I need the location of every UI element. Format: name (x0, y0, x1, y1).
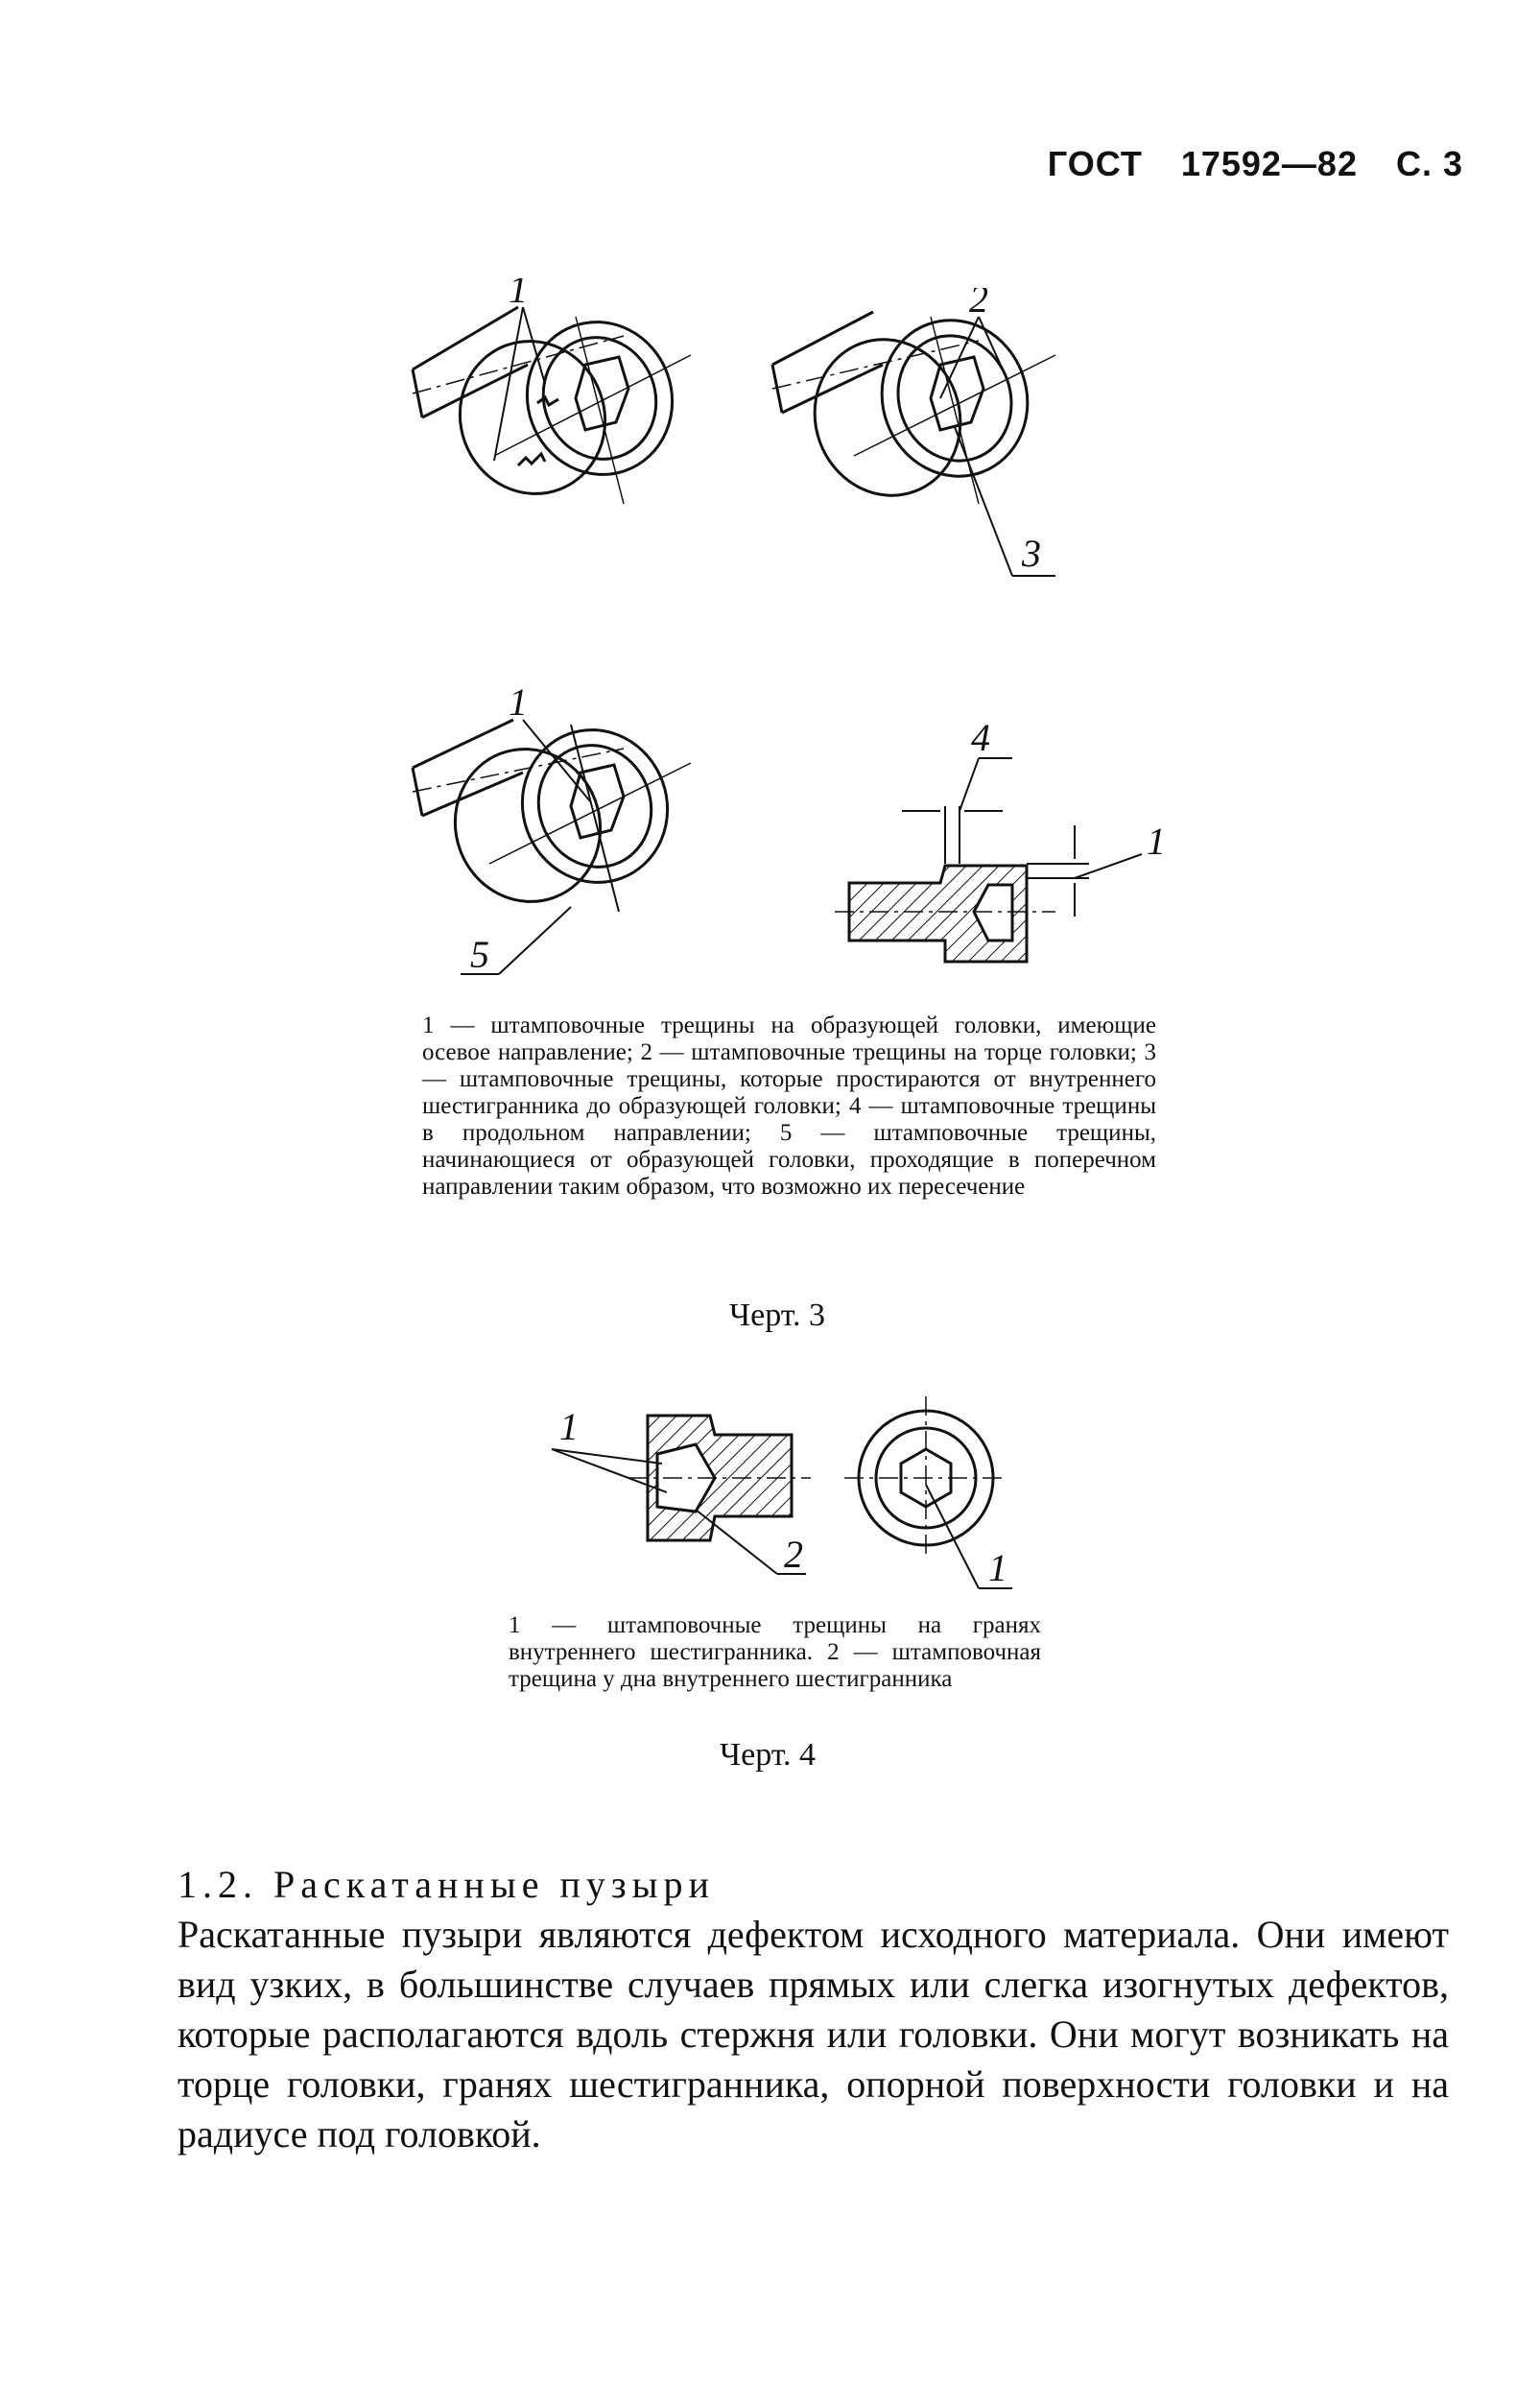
fig4-callout-1a: 1 (559, 1405, 579, 1448)
section-body (178, 1910, 1449, 2159)
fig3-callout-1b: 1 (509, 681, 528, 724)
fig3-section-view (835, 720, 1180, 1008)
figure3-caption (422, 1012, 1156, 1201)
fig3-callout-3: 3 (1022, 532, 1041, 575)
section-title: 1.2. Раскатанные пузыри (178, 1863, 715, 1906)
fig4-drawing (533, 1396, 1070, 1608)
fig3-view-a (403, 278, 720, 566)
figure4-caption-text: 1 — штамповочные трещины на гранях внутреннего шестигранника. 2 — штамповочная трещина у дна внутреннего шестигранника (509, 1612, 1041, 1692)
page-number: С. 3 (1395, 144, 1463, 183)
fig4-callout-1b: 1 (988, 1546, 1007, 1589)
fig3-callout-4: 4 (971, 720, 990, 759)
fig3-view-c (403, 681, 720, 989)
fig3-callout-2: 2 (969, 288, 988, 321)
figure3-caption-text: 1 — штамповочные трещины на образующей головки, имеющие осевое направление; 2 — штамповочные трещины на торце головки; 3 — штамповочные трещины, которые простираются от внутреннего шестигранника до образующей головки; 4 — штамповочные трещины в продольном направлении; 5 — штамповочные трещины, начинающиеся от образующей головки, проходящие в поперечном направлении таким образом, что возможно их пересечение (422, 1012, 1156, 1200)
doc-number: 17592—82 (1180, 144, 1358, 183)
fig3-view-b (768, 288, 1075, 605)
page-header (1048, 144, 1463, 184)
fig4-callout-2: 2 (784, 1533, 803, 1576)
doc-code: ГОСТ (1047, 144, 1143, 183)
fig3-callout-1c: 1 (1147, 820, 1166, 863)
section-paragraph: Раскатанные пузыри являются дефектом исходного материала. Они имеют вид узких, в большинстве случаев прямых или слегка изогнутых дефектов, которые располагаются вдоль стержня или головки. Они могут возникать на торце головки, гранях шестигранника, опорной поверхности головки и на радиусе под головкой. (178, 1913, 1449, 2156)
fig3-callout-1a: 1 (509, 278, 528, 311)
figure4-title: Черт. 4 (720, 1737, 817, 1773)
figure4-caption (509, 1612, 1041, 1693)
fig3-callout-5: 5 (470, 933, 489, 976)
figure3-title: Черт. 3 (729, 1298, 826, 1333)
